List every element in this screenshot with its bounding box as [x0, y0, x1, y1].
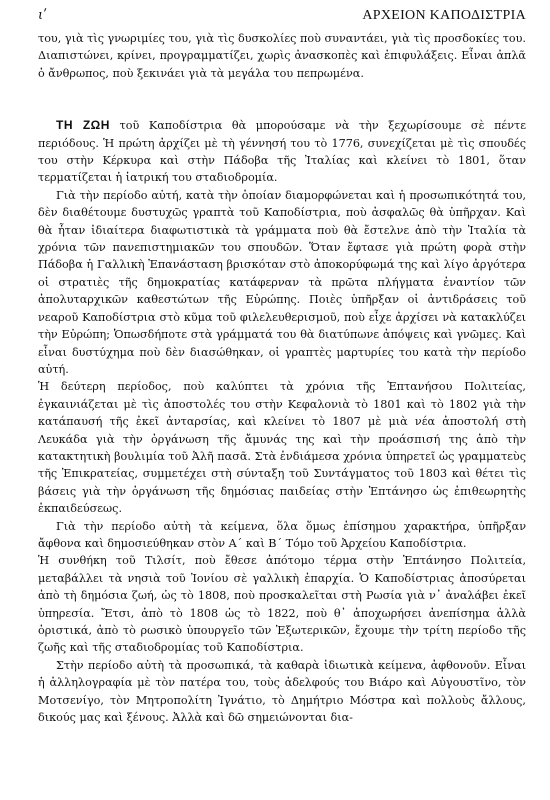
paragraph-1 — [38, 117, 526, 187]
section-gap — [38, 82, 526, 117]
paragraph-6: Στὴν περίοδο αὐτὴ τὰ προσωπικά, τὰ καθαρὰ ἰδιωτικὰ κείμενα, ἀφθονοῦν. Εἶναι ἡ ἀλληλογραφία μὲ τὸν πατέρα του, τοὺς ἀδελφούς του Βιάρο καὶ Αὐγουστῖνο, τὸν Μοτσενίγο, τὸν Μητροπολίτη Ἰγνάτιο, τὸ Δημήτριο Μόστρα καὶ πολλοὺς ἄλλους, δικούς μας καὶ ξένους. Ἀλλὰ καὶ δῶ σημειώνονται δια- — [38, 658, 526, 725]
main-text — [38, 117, 526, 726]
paragraph-3: Ἡ δεύτερη περίοδος, ποὺ καλύπτει τὰ χρόνια τῆς Ἑπτανήσου Πολιτείας, ἐγκαινιάζεται μὲ τὶς ἀποστολές του στὴν Κεφαλονιὰ τὸ 1801 καὶ τὸ 1802 γιὰ τὴν κατάπαυσή τῆς ἐκεῖ ἀνταρσίας, καὶ κλείνει τὸ 1807 μὲ μιὰ νέα ἀποστολή στὴ Λευκάδα γιὰ τὴν ὀργάνωση τῆς ἄμυνάς της καὶ τὴν προάσπισή της ἀπὸ τὴν κατακτητικὴ βουλιμία τοῦ Ἀλῆ πασᾶ. Στὰ ἐνδιάμεσα χρόνια ὑπηρετεῖ ὡς γραμματεὺς τῆς Ἐπικρατείας, συμμετέχει στὴ σύνταξη τοῦ Συντάγματος τοῦ 1803 καὶ θέτει τὶς βάσεις γιὰ τὴν ὀργάνωση τῆς δημόσιας παιδείας στὴν Ἑπτάνησο ὡς ἐπιθεωρητὴς ἐκπαιδεύσεως. — [38, 380, 526, 516]
paragraph-2: Γιὰ τὴν περίοδο αὐτή, κατὰ τὴν ὁποίαν διαμορφώνεται καὶ ἡ προσωπικότητά του, δὲν διαθέτουμε δυστυχῶς γραπτὰ τοῦ Καποδίστρια, ποὺ ἀσφαλῶς θὰ ὑπῆρχαν. Καὶ θὰ ἦταν ἰδιαίτερα διαφωτιστικὰ τὰ γράμματα ποὺ θὰ ἔστελνε ἀπὸ τὴν Ἰταλία τὰ χρόνια τῶν πανεπιστημιακῶν του σπουδῶν. Ὅταν ἔφτασε γιὰ πρώτη φορὰ στὴν Πάδοβα ἡ Γαλλικὴ Ἐπανάσταση βρισκόταν στὸ ἀποκορύφωμά της καὶ λίγο ἀργότερα οἱ στρατιὲς τῆς δημοκρατίας κατάφερναν τὰ πρῶτα πλήγματα ἐναντίον τῶν ἀπολυταρχικῶν καθεστώτων τῆς Εὐρώπης. Ποιὲς ὑπῆρξαν οἱ ἀντιδράσεις τοῦ νεαροῦ Καποδίστρια στὸ κῦμα τοῦ φιλελευθερισμοῦ, ποὺ εἶχε ἀρχίσει νὰ κατακλύζει τὴν Εὐρώπη; Ὁπωσδήποτε στὰ γράμματά του θὰ διατύπωνε ἀπόψεις καὶ γνῶμες. Καὶ εἶναι δυστύχημα ποὺ δὲν διασώθηκαν, οἱ γραπτὲς μαρτυρίες του κατὰ τὴν περίοδο αὐτή. — [38, 188, 526, 376]
document-page — [38, 8, 526, 792]
running-title: ΑΡΧΕΙΟΝ ΚΑΠΟΔΙΣΤΡΙΑ — [362, 8, 526, 23]
paragraph-4: Γιὰ τὴν περίοδο αὐτὴ τὰ κείμενα, ὅλα ὅμως ἐπίσημου χαρακτήρα, ὑπῆρξαν ἄφθονα καὶ δημοσιεύθηκαν στὸν Α΄ καὶ Β΄ Τόμο τοῦ Ἀρχείου Καποδίστρια. — [38, 519, 526, 550]
running-head — [38, 8, 526, 30]
intro-continuation — [38, 30, 526, 82]
lead-words: ΤΗ ΖΩΗ — [56, 118, 110, 133]
page-number: ιʹ — [38, 8, 48, 23]
intro-paragraph: του, γιὰ τὶς γνωριμίες του, γιὰ τὶς δυσκολίες ποὺ συναντάει, γιὰ τὶς προσδοκίες του. Διαπιστώνει, κρίνει, προγραμματίζει, χωρὶς ἀνασκοπὲς καὶ ἐπιφυλάξεις. Εἶναι ἁπλᾶ ὁ ἄνθρωπος, ποὺ ξεκινάει γιὰ τὰ μεγάλα του πεπρωμένα. — [38, 32, 526, 80]
paragraph-5: Ἡ συνθήκη τοῦ Τιλσίτ, ποὺ ἔθεσε ἀπότομο τέρμα στὴν Ἑπτάνησο Πολιτεία, μεταβάλλει τὰ νησιὰ τοῦ Ἰονίου σὲ γαλλικὴ ἐπαρχία. Ὁ Καποδίστριας ἀποσύρεται ἀπὸ τὴ δημόσια ζωή, ὡς τὸ 1808, ποὺ προσκαλεῖται στὴ Ρωσία γιὰ ν᾽ ἀναλάβει ἐκεῖ ὑπηρεσία. Ἔτσι, ἀπὸ τὸ 1808 ὡς τὸ 1822, ποὺ θ᾽ ἀποχωρήσει ἀνεπίσημα ἀλλὰ ὁριστικά, ἀπὸ τὸ ρωσικὸ ὑπουργεῖο τῶν Ἐξωτερικῶν, ἔχουμε τὴν τρίτη περίοδο τῆς ζωῆς καὶ τῆς σταδιοδρομίας τοῦ Καποδίστρια. — [38, 554, 526, 655]
paragraph-1-text: τοῦ Καποδίστρια θὰ μπορούσαμε νὰ τὴν ξεχωρίσουμε σὲ πέντε περιόδους. Ἡ πρώτη ἀρχίζει μὲ τὴ γέννησή του τὸ 1776, συνεχίζεται μὲ τὶς σπουδές του στὴν Κέρκυρα καὶ στὴν Πάδοβα τῆς Ἰταλίας καὶ κλείνει τὸ 1801, ὅταν τερματίζεται ἡ ἰατρική του σταδιοδρομία. — [38, 119, 527, 185]
